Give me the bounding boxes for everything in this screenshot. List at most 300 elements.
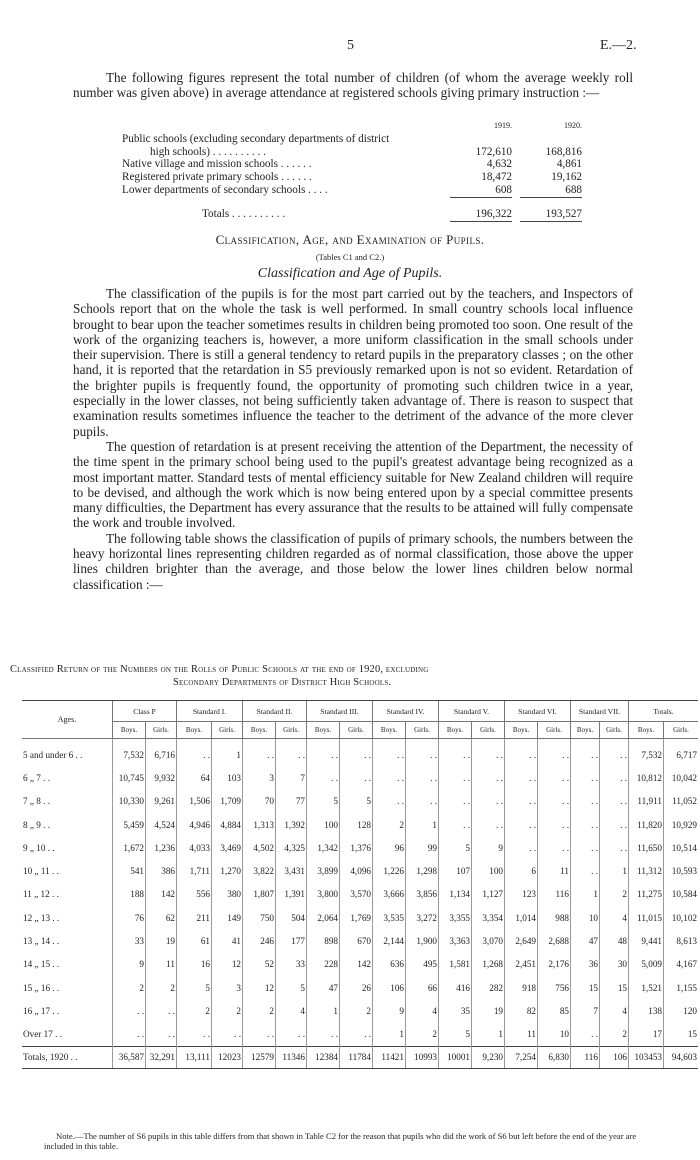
table-cell: 11 [538,859,571,882]
paragraph: The classification of the pupils is for the most part carried out by the teachers, and Inspectors of Schools report that on the whole the task is well performed. In small country schools local influence brought to bear upon the teacher sometimes results in children being promoted too soon. One result of the work of the organizing teachers is, however, a more uniform classification in the small schools under their supervision. There is still a general tendency to retard pupils in the preparatory classes ; on the other hand, it is reported that the retardation in S5 previously remarked upon is not so evident. Retardation of the brighter pupils is frequently found, the opportunity of promoting such children twice in a year, especially in the lower classes, not being sufficiently taken advantage of. There is reason to suspect that examination results sometimes influence the teacher to the detriment of the advance of the more clever pupils. [73,286,633,439]
boys-header: Boys. [571,722,600,739]
table-cell: 1 [472,1023,505,1047]
table-cell: 120 [664,999,699,1022]
table-cell: 3,070 [472,929,505,952]
table-cell: 3,570 [340,883,373,906]
attendance-table [122,120,582,224]
table-cell: . . [146,999,177,1022]
table-cell: 1,769 [340,906,373,929]
class-header: Totals. [629,701,699,722]
table-cell: 128 [340,813,373,836]
table-row [22,953,698,976]
body-text [73,286,633,592]
table-cell: 47 [307,976,340,999]
table-cell: 82 [505,999,538,1022]
table-cell: 750 [243,906,276,929]
boys-header: Boys. [113,722,146,739]
boys-header: Boys. [177,722,212,739]
table-cell: . . [571,1023,600,1047]
table-cell: . . [177,739,212,767]
table-cell: 9 [472,836,505,859]
boys-header: Boys. [243,722,276,739]
table-cell: 11,275 [629,883,664,906]
table-cell: 636 [373,953,406,976]
total-cell: 10001 [439,1046,472,1068]
age-label: 9 „ 10 . . [23,842,55,853]
table-cell: 556 [177,883,212,906]
table-cell: 96 [373,836,406,859]
table-cell: 2 [373,813,406,836]
table-cell: 9,932 [146,766,177,789]
table-cell: . . [373,739,406,767]
table-cell: . . [600,739,629,767]
table-cell: 6,717 [664,739,699,767]
table-cell: 103 [212,766,243,789]
table-cell: 61 [177,929,212,952]
table-cell: 1 [571,883,600,906]
table-cell: . . [340,766,373,789]
table-cell: 4,946 [177,813,212,836]
class-header: Class P [113,701,177,722]
table-cell: 1 [600,859,629,882]
girls-header: Girls. [538,722,571,739]
table-cell: 1,807 [243,883,276,906]
class-header: Standard VI. [505,701,571,722]
table-cell: 1,900 [406,929,439,952]
table-cell: . . [177,1023,212,1047]
table-cell: . . [472,790,505,813]
table-cell: 106 [373,976,406,999]
table-cell: 3,355 [439,906,472,929]
table-cell: . . [307,1023,340,1047]
total-cell: 10993 [406,1046,439,1068]
table-cell: 15 [600,976,629,999]
table-cell: . . [340,739,373,767]
totals-row [22,1046,698,1068]
table-cell: 11,911 [629,790,664,813]
table-cell: . . [212,1023,243,1047]
total-cell: 32,291 [146,1046,177,1068]
table-cell: 5 [307,790,340,813]
table-cell: . . [307,739,340,767]
table-cell: . . [600,790,629,813]
table-cell: 11,650 [629,836,664,859]
table-cell: 177 [276,929,307,952]
table-cell: 1,376 [340,836,373,859]
table-row [22,883,698,906]
table-cell: 48 [600,929,629,952]
table-cell: 116 [538,883,571,906]
table-cell: 2 [146,976,177,999]
table-cell: 4 [600,999,629,1022]
boys-header: Boys. [505,722,538,739]
table-cell: 4,033 [177,836,212,859]
table-cell: 988 [538,906,571,929]
paragraph: The question of retardation is at present receiving the attention of the Department, the necessity of the time spent in the primary school being used to the pupil's greatest advantage being recognized as a most important matter. Standard tests of mental efficiency suitable for New Zealand children will require to be devised, and although the work which is now being entered upon by a special committee presents many difficulties, the Department has every assurance that the results to be attained will fully compensate the work and trouble involved. [73,438,633,531]
table-cell: 3,856 [406,883,439,906]
attendance-sum-rule [520,197,582,198]
table-cell: 3,666 [373,883,406,906]
table-cell: 17 [629,1023,664,1047]
table-cell: 2 [113,976,146,999]
table-cell: 918 [505,976,538,999]
age-label: 10 „ 11 . . [23,866,59,877]
table-cell: 504 [276,906,307,929]
table-cell: . . [538,790,571,813]
section-subtitle: (Tables C1 and C2.) [315,252,385,262]
table-cell: 11,312 [629,859,664,882]
total-cell: 13,111 [177,1046,212,1068]
table-cell: 9 [373,999,406,1022]
age-label: 12 „ 13 . . [23,912,60,923]
table-cell: 1,270 [212,859,243,882]
age-label: 8 „ 9 . . [23,819,51,830]
girls-header: Girls. [600,722,629,739]
document-reference: E.—2. [600,38,637,53]
table-cell: 107 [439,859,472,882]
table-cell: 15 [571,976,600,999]
table-cell: 3,431 [276,859,307,882]
table-cell: 64 [177,766,212,789]
table-cell: . . [373,790,406,813]
table-cell: 11,052 [664,790,699,813]
ages-header: Ages. [22,701,113,739]
table-cell: 1,581 [439,953,472,976]
table-cell: 3,899 [307,859,340,882]
age-label: 7 „ 8 . . [23,796,51,807]
attendance-row: high schools) . . . . . . . . . . 172,610 168,816 [150,145,582,158]
table-cell: 3,535 [373,906,406,929]
table-cell: . . [571,859,600,882]
table-cell: 2,144 [373,929,406,952]
table-cell: 11,015 [629,906,664,929]
table-cell: . . [538,836,571,859]
table-cell: . . [571,813,600,836]
boys-header: Boys. [629,722,664,739]
table-cell: 8,613 [664,929,699,952]
total-cell: 116 [571,1046,600,1068]
table-cell: 1,236 [146,836,177,859]
table-cell: 670 [340,929,373,952]
attendance-row: Public schools (excluding secondary departments of district [122,132,390,145]
table-cell: 1,506 [177,790,212,813]
table-cell: . . [600,836,629,859]
table-cell: . . [571,739,600,767]
table-cell: 2,688 [538,929,571,952]
table-cell: . . [472,766,505,789]
table-cell: 4,884 [212,813,243,836]
table-row [22,739,698,767]
table-cell: 756 [538,976,571,999]
table-row [22,929,698,952]
girls-header: Girls. [212,722,243,739]
total-cell: 11346 [276,1046,307,1068]
table-cell: 1,298 [406,859,439,882]
table-cell: . . [340,1023,373,1047]
table-cell: . . [472,813,505,836]
table-cell: 2,176 [538,953,571,976]
table-cell: 16 [177,953,212,976]
table-cell: . . [538,739,571,767]
table-cell: 3,272 [406,906,439,929]
table-cell: 2,451 [505,953,538,976]
total-cell: 103453 [629,1046,664,1068]
table-cell: . . [439,766,472,789]
table-cell: 1,014 [505,906,538,929]
table-cell: . . [276,1023,307,1047]
total-cell: 94,603 [664,1046,699,1068]
table-cell: 495 [406,953,439,976]
table-cell: . . [243,1023,276,1047]
attendance-totals-row: Totals . . . . . . . . . . 196,322 193,527 [202,207,582,220]
total-cell: 12023 [212,1046,243,1068]
table-cell: 9,441 [629,929,664,952]
table-cell: 33 [113,929,146,952]
table-cell: 2 [600,883,629,906]
table-cell: . . [472,739,505,767]
table-row [22,766,698,789]
table-cell: 142 [146,883,177,906]
table-row [22,859,698,882]
class-header: Standard V. [439,701,505,722]
table-cell: 1,268 [472,953,505,976]
table-cell: 2,649 [505,929,538,952]
table-cell: 100 [307,813,340,836]
table-cell: 2 [177,999,212,1022]
table-row [22,1023,698,1047]
table-cell: . . [505,766,538,789]
table-cell: . . [571,766,600,789]
table-cell: 10,042 [664,766,699,789]
table-cell: 77 [276,790,307,813]
table-cell: 1,134 [439,883,472,906]
table-cell: 1,313 [243,813,276,836]
table-cell: 211 [177,906,212,929]
table-cell: 228 [307,953,340,976]
table-row [22,836,698,859]
table-cell: 5 [276,976,307,999]
table-cell: 1,342 [307,836,340,859]
age-label: 16 „ 17 . . [23,1005,60,1016]
table-cell: 30 [600,953,629,976]
table-cell: 10,584 [664,883,699,906]
table-cell: 5,009 [629,953,664,976]
class-header: Standard VII. [571,701,629,722]
table-cell: . . [505,739,538,767]
table-cell: 2 [600,1023,629,1047]
table-cell: . . [505,813,538,836]
table-cell: 3 [243,766,276,789]
table-cell: 52 [243,953,276,976]
table-cell: 7,532 [629,739,664,767]
class-header: Standard II. [243,701,307,722]
table-cell: 85 [538,999,571,1022]
table-cell: 2 [212,999,243,1022]
table-cell: 6,716 [146,739,177,767]
table-note: Note.—The number of S6 pupils in this table differs from that shown in Table C2 for the reason that pupils who did the work of S6 but left before the end of the year are included in this table. [44,1131,637,1151]
total-cell: 11784 [340,1046,373,1068]
table-cell: . . [600,813,629,836]
page-number: 5 [347,38,354,53]
section-title: Classification, Age, and Examination of Pupils. [215,232,485,247]
table-cell: . . [406,739,439,767]
table-cell: 4 [600,906,629,929]
table-cell: 10 [538,1023,571,1047]
table-row [22,999,698,1022]
table-cell: 11 [146,953,177,976]
table-cell: 1 [406,813,439,836]
boys-header: Boys. [439,722,472,739]
table-cell: 4,325 [276,836,307,859]
table-cell: . . [276,739,307,767]
table-cell: 1,672 [113,836,146,859]
table-cell: 1 [212,739,243,767]
table-cell: 282 [472,976,505,999]
table-cell: 1,711 [177,859,212,882]
table-cell: 62 [146,906,177,929]
total-cell: 11421 [373,1046,406,1068]
total-cell: 7,254 [505,1046,538,1068]
attendance-row: Registered private primary schools . . . . . . 18,472 19,162 [122,171,582,184]
table-row [22,976,698,999]
paragraph: The following table shows the classification of pupils of primary schools, the numbers between the heavy horizontal lines representing children regarded as of normal classification, those above the upper lines children brighter than the average, and those below the lower lines children below normal classification :— [73,530,633,592]
table-cell: 35 [439,999,472,1022]
table-cell: . . [600,766,629,789]
table-cell: 1,521 [629,976,664,999]
age-label: 6 „ 7 . . [23,772,51,783]
table-cell: . . [243,739,276,767]
age-label: 11 „ 12 . . [23,889,59,900]
table-cell: 246 [243,929,276,952]
table-cell: 76 [113,906,146,929]
table-cell: . . [505,836,538,859]
table-cell: 1,709 [212,790,243,813]
classification-table [22,700,698,1069]
table-cell: 416 [439,976,472,999]
table-cell: 10,745 [113,766,146,789]
class-header: Standard I. [177,701,243,722]
table-cell: . . [505,790,538,813]
table-cell: . . [146,1023,177,1047]
girls-header: Girls. [276,722,307,739]
girls-header: Girls. [146,722,177,739]
table-cell: 898 [307,929,340,952]
table-cell: 4,096 [340,859,373,882]
table-cell: 3 [212,976,243,999]
table-cell: . . [439,739,472,767]
age-label: Over 17 . . [23,1029,63,1040]
table-cell: 4 [406,999,439,1022]
table-cell: 1,392 [276,813,307,836]
table-cell: 1 [307,999,340,1022]
age-label: 14 „ 15 . . [23,959,60,970]
totals-label: Totals, 1920 . . [22,1046,113,1068]
table-cell: 123 [505,883,538,906]
table-cell: 100 [472,859,505,882]
table-cell: 4 [276,999,307,1022]
table-cell: 7,532 [113,739,146,767]
table-cell: 7 [571,999,600,1022]
table-cell: . . [113,1023,146,1047]
table-cell: 11,820 [629,813,664,836]
table-cell: 3,822 [243,859,276,882]
table-cell: 3,800 [307,883,340,906]
table-cell: 2 [340,999,373,1022]
table-cell: . . [439,813,472,836]
boys-header: Boys. [307,722,340,739]
total-cell: 12579 [243,1046,276,1068]
table-cell: 1,155 [664,976,699,999]
table-cell: . . [113,999,146,1022]
table-cell: 66 [406,976,439,999]
table-cell: . . [538,813,571,836]
table-cell: 188 [113,883,146,906]
table-cell: 142 [340,953,373,976]
table-cell: 47 [571,929,600,952]
table-cell: 12 [243,976,276,999]
table-cell: 5 [340,790,373,813]
table-cell: 138 [629,999,664,1022]
table-cell: 10,330 [113,790,146,813]
table-row [22,813,698,836]
age-label: 15 „ 16 . . [23,982,60,993]
table-cell: . . [538,766,571,789]
table-cell: . . [571,790,600,813]
italic-heading: Classification and Age of Pupils. [257,266,443,281]
table-cell: 4,502 [243,836,276,859]
intro-paragraph: The following figures represent the total number of children (of whom the average weekly roll number was given above) in average attendance at registered schools giving primary instruction :— [73,70,633,101]
attendance-total-rule [450,221,512,222]
class-header: Standard IV. [373,701,439,722]
return-title: Classified Return of the Numbers on the Rolls of Public Schools at the end of 1920, excluding Secondary Departments of District High Schools. [10,664,429,688]
table-cell: 4,167 [664,953,699,976]
girls-header: Girls. [472,722,505,739]
table-cell: 1,127 [472,883,505,906]
girls-header: Girls. [664,722,699,739]
attendance-total-rule [520,221,582,222]
age-label: 5 and under 6 . . [23,749,83,760]
table-cell: . . [373,766,406,789]
table-row [22,906,698,929]
age-label: 13 „ 14 . . [23,936,60,947]
table-cell: 380 [212,883,243,906]
attendance-row: Native village and mission schools . . . . . . 4,632 4,861 [122,158,582,171]
class-header: Standard III. [307,701,373,722]
table-cell: 6 [505,859,538,882]
attendance-year-1919: 1919. [494,121,512,130]
table-cell: 10,812 [629,766,664,789]
table-row [22,790,698,813]
table-cell: 2 [406,1023,439,1047]
table-cell: 3,354 [472,906,505,929]
girls-header: Girls. [406,722,439,739]
table-cell: 10 [571,906,600,929]
table-cell: 36 [571,953,600,976]
table-cell: 4,524 [146,813,177,836]
boys-header: Boys. [373,722,406,739]
table-cell: 2,064 [307,906,340,929]
table-cell: 5,459 [113,813,146,836]
table-cell: 15 [664,1023,699,1047]
total-cell: 6,830 [538,1046,571,1068]
table-cell: 10,929 [664,813,699,836]
table-cell: 9 [113,953,146,976]
table-cell: 386 [146,859,177,882]
table-cell: 7 [276,766,307,789]
total-cell: 9,230 [472,1046,505,1068]
table-cell: . . [571,836,600,859]
table-cell: 99 [406,836,439,859]
